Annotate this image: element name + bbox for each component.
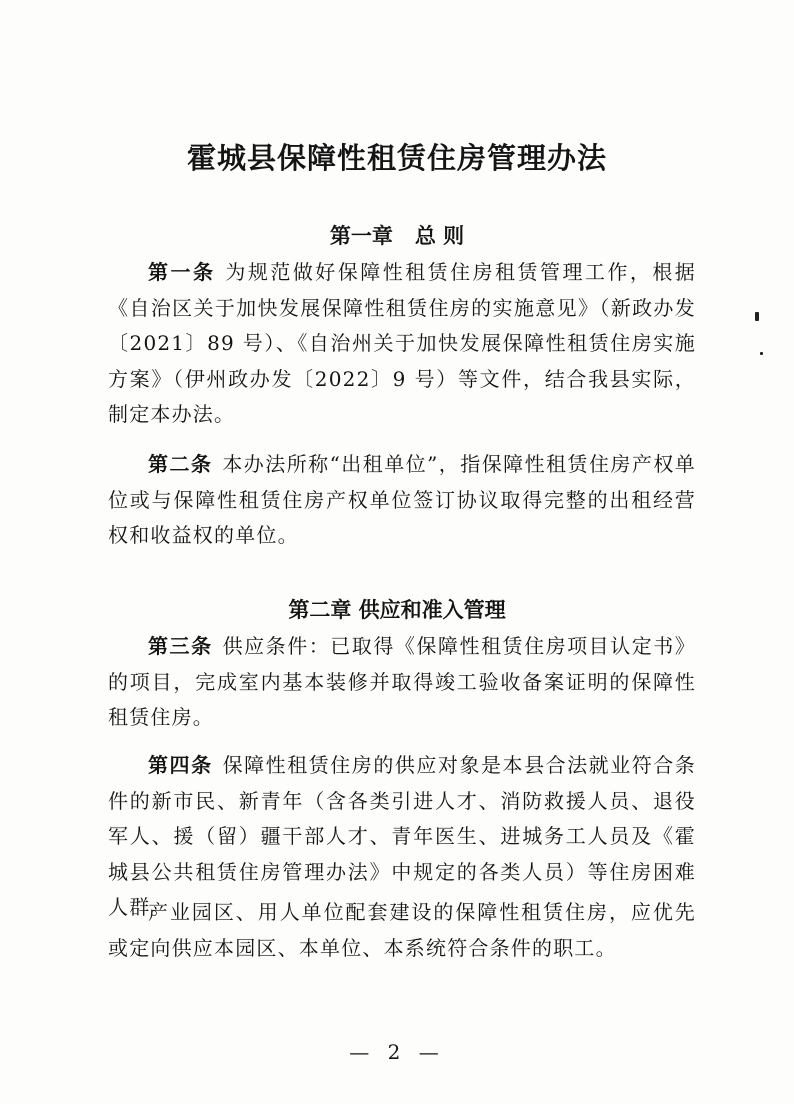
scan-mark xyxy=(755,312,759,321)
article-2 xyxy=(108,447,696,554)
article-2-text: 本办法所称“出租单位”，指保障性租赁住房产权单位或与保障性租赁住房产权单位签订协议取得完整的出租经营权和收益权的单位。 xyxy=(108,452,696,547)
article-4-paragraph-2: 产业园区、用人单位配套建设的保障性租赁住房，应优先或定向供应本园区、本单位、本系统符合条件的职工。 xyxy=(108,900,696,960)
article-3-text: 供应条件：已取得《保障性租赁住房项目认定书》的项目，完成室内基本装修并取得竣工验收备案证明的保障性租赁住房。 xyxy=(108,634,696,729)
article-1-text: 为规范做好保障性租赁住房租赁管理工作，根据《自治区关于加快发展保障性租赁住房的实施意见》（新政办发〔2021〕89 号）、《自治州关于加快发展保障性租赁住房实施方案》（伊州政办发〔2022〕9 号）等文件，结合我县实际，制定本办法。 xyxy=(108,260,697,426)
chapter-1-name: 总 则 xyxy=(414,224,465,248)
chapter-1-label: 第一章 xyxy=(329,224,393,248)
article-4-label: 第四条 xyxy=(148,753,213,777)
chapter-1-heading xyxy=(0,220,794,250)
article-1 xyxy=(108,255,696,433)
article-4-text: 保障性租赁住房的供应对象是本县合法就业符合条件的新市民、新青年（含各类引进人才、消防救援人员、退役军人、援（留）疆干部人才、青年医生、进城务工人员及《霍城县公共租赁住房管理办法》中规定的各类人员）等住房困难人群。 xyxy=(108,753,696,919)
article-3-label: 第三条 xyxy=(148,634,213,658)
article-2-label: 第二条 xyxy=(148,452,213,476)
chapter-2-heading: 第二章 供应和准入管理 xyxy=(288,598,506,622)
scan-mark xyxy=(760,352,763,355)
article-3 xyxy=(108,629,696,736)
article-1-label: 第一条 xyxy=(148,260,216,284)
document-title: 霍城县保障性租赁住房管理办法 xyxy=(186,141,607,175)
page-number: — 2 — xyxy=(349,1040,445,1064)
